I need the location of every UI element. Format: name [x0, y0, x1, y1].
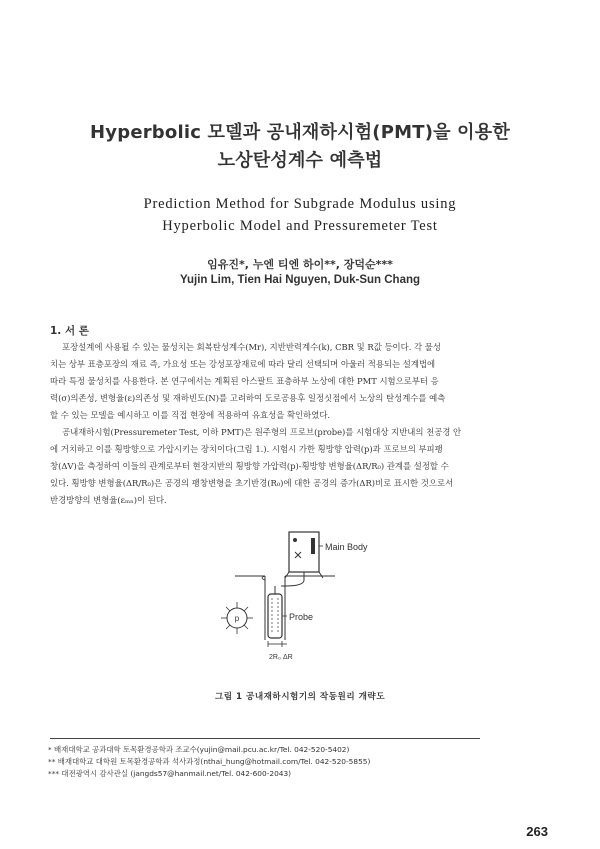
text-line: 에 거치하고 이를 횡방향으로 가압시키는 장치이다(그림 1.). 시험시 가한 횡방향 압력(p)과 프로브의 부피팽	[50, 444, 443, 454]
english-title-line-2: Hyperbolic Model and Pressuremeter Test	[162, 218, 438, 234]
text-line: 창(ΔV)을 측정하여 이들의 관계로부터 현장지반의 횡방향 가압력(p)-횡방향 변형율(ΔR/R₀) 관계를 설정할 수	[50, 461, 449, 471]
text-line: 할 수 있는 모델을 예시하고 이를 직접 현장에 적용하여 유효성을 확인하였다.	[50, 410, 331, 420]
main-body-gauge	[311, 538, 315, 554]
text-line: 공내재하시험(Pressuremeter Test, 이하 PMT)은 원주형의 프로브(probe)를 시험대상 지반내의 천공경 안	[62, 427, 462, 437]
text-line: 있다. 횡방향 변형율(ΔR/R₀)은 공경의 팽창변형을 초기반경(R₀)에 대한 공경의 증가(ΔR)비로 표시한 것으로서	[50, 478, 454, 488]
korean-title-line-2: 노상탄성계수 예측법	[217, 150, 383, 171]
footnote-rule	[50, 738, 480, 739]
r0-label: 2R₀	[269, 654, 281, 661]
dr-label: ΔR	[283, 654, 293, 661]
authors-korean: 임유진*, 누엔 티엔 하이**, 장덕순***	[207, 258, 393, 271]
pmt-schematic-figure	[215, 528, 395, 668]
text-line: 따라 특정 물성치를 사용한다. 본 연구에서는 계획된 아스팔트 표층하부 노상에 대한 PMT 시험으로부터 응	[50, 376, 439, 386]
main-body-label: Main Body	[325, 542, 368, 552]
text-line: 반경방향의 변형율(εₘₙ)이 된다.	[50, 495, 167, 505]
text-line: 력(σ)의존성, 변형율(ε)의존성 및 재하빈도(N)를 고려하여 도로공용후 일정싯점에서 노상의 탄성계수를 예측	[50, 393, 446, 403]
page-number: 263	[526, 824, 548, 839]
footnote-3: *** 대전광역시 감사관실 (jangds57@hanmail.net/Tel. 042-600-2043)	[48, 769, 292, 778]
intro-paragraph-2	[50, 424, 552, 509]
english-title-line-1: Prediction Method for Subgrade Modulus using	[143, 196, 457, 212]
footnote-1: * 배재대학교 공과대학 토목환경공학과 조교수(yujin@mail.pcu.ac.kr/Tel. 042-520-5402)	[48, 745, 350, 754]
section-heading: 1. 서 론	[50, 325, 89, 337]
main-body-knob	[293, 538, 297, 542]
footnote-2: ** 배재대학교 대학원 토목환경공학과 석사과정(nthai_hung@hotmail.com/Tel. 042-520-5855)	[48, 757, 371, 766]
text-line: 포장설계에 사용될 수 있는 물성치는 회복탄성계수(Mr), 지반반력계수(k), CBR 및 R값 등이다. 각 물성	[62, 342, 441, 352]
text-line: 치는 상부 표층포장의 재료 즉, 가요성 또는 강성포장재료에 따라 달리 선택되며 아울러 적용되는 설계법에	[50, 359, 436, 369]
korean-title-line-1: Hyperbolic 모델과 공내재하시험(PMT)을 이용한	[90, 122, 510, 143]
probe-body	[268, 594, 282, 638]
authors-english: Yujin Lim, Tien Hai Nguyen, Duk-Sun Chang	[179, 274, 421, 286]
pressure-label: p	[234, 614, 240, 623]
intro-paragraph-1	[50, 339, 552, 424]
figure-caption: 그림 1 공내재하시험기의 작동원리 개략도	[214, 692, 386, 702]
probe-label: Probe	[289, 612, 314, 622]
